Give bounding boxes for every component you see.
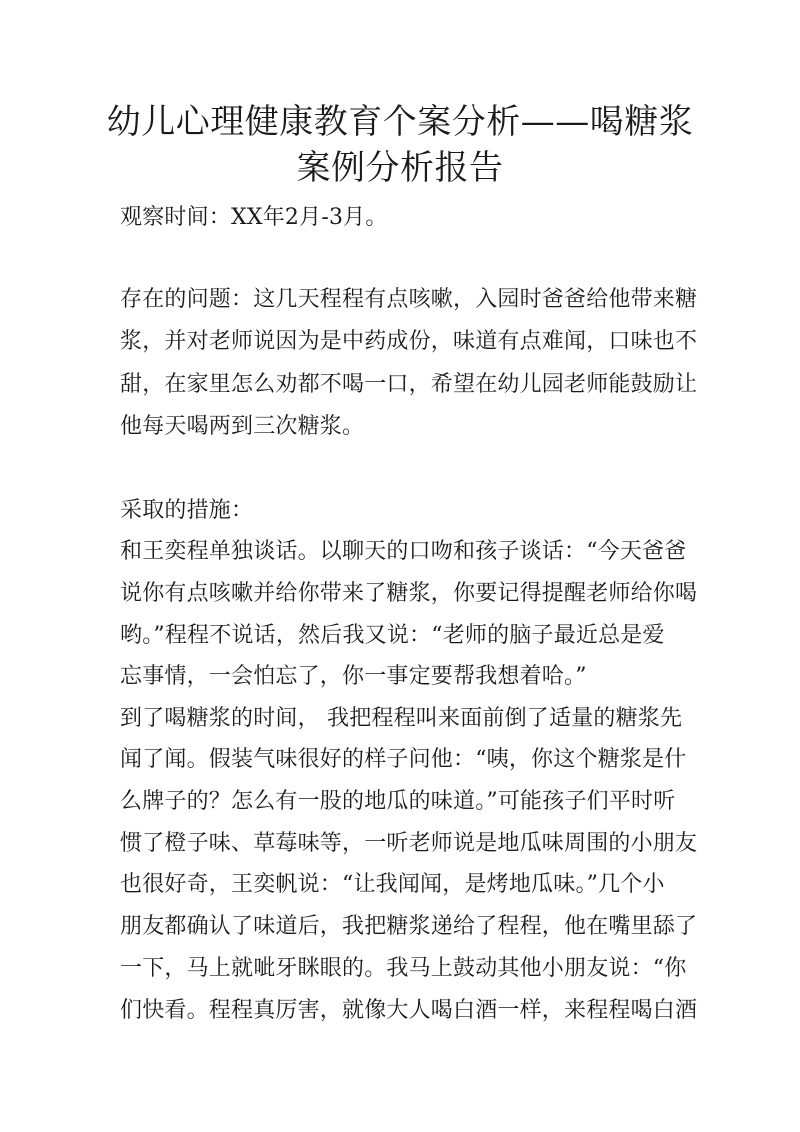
measures-line-1: 和王奕程单独谈话。以聊天的口吻和孩子谈话：“今天爸爸 — [120, 539, 687, 564]
observation-time: 观察时间：XX年2月-3月。 — [120, 205, 388, 230]
measures-line-4: 忘事情，一会怕忘了，你一事定要帮我想着哈。” — [120, 664, 587, 689]
measures-line-5: 到了喝糖浆的时间， 我把程程叫来面前倒了适量的糖浆先 — [120, 706, 683, 731]
problem-line-3: 甜，在家里怎么劝都不喝一口，希望在幼儿园老师能鼓励让 — [120, 372, 698, 397]
problem-line-2: 浆，并对老师说因为是中药成份，味道有点难闻，口味也不 — [120, 329, 698, 354]
measures-line-6: 闻了闻。假装气味很好的样子问他：“咦，你这个糖浆是什 — [120, 747, 687, 772]
measures-line-3: 哟。”程程不说话，然后我又说：“老师的脑子最近总是爱 — [120, 623, 665, 648]
document-title-line-2: 案例分析报告 — [296, 148, 504, 188]
measures-line-7: 么牌子的？怎么有一股的地瓜的味道。”可能孩子们平时听 — [120, 789, 676, 814]
document-title-line-1: 幼儿心理健康教育个案分析——喝糖浆 — [106, 102, 694, 142]
problem-line-1: 存在的问题：这几天程程有点咳嗽，入园时爸爸给他带来糖 — [120, 287, 698, 312]
measures-line-10: 朋友都确认了味道后，我把糖浆递给了程程，他在嘴里舔了 — [120, 914, 698, 939]
problem-line-4: 他每天喝两到三次糖浆。 — [120, 414, 365, 439]
measures-heading: 采取的措施： — [120, 498, 254, 523]
measures-line-8: 惯了橙子味、草莓味等，一听老师说是地瓜味周围的小朋友 — [120, 831, 698, 856]
measures-line-2: 说你有点咳嗽并给你带来了糖浆，你要记得提醒老师给你喝 — [120, 581, 698, 606]
measures-line-12: 们快看。程程真厉害，就像大人喝白酒一样，来程程喝白酒 — [120, 998, 698, 1023]
measures-line-9: 也很好奇，王奕帆说：“让我闻闻，是烤地瓜味。”几个小 — [120, 872, 665, 897]
measures-line-11: 一下，马上就呲牙眯眼的。我马上鼓动其他小朋友说：“你 — [120, 956, 687, 981]
